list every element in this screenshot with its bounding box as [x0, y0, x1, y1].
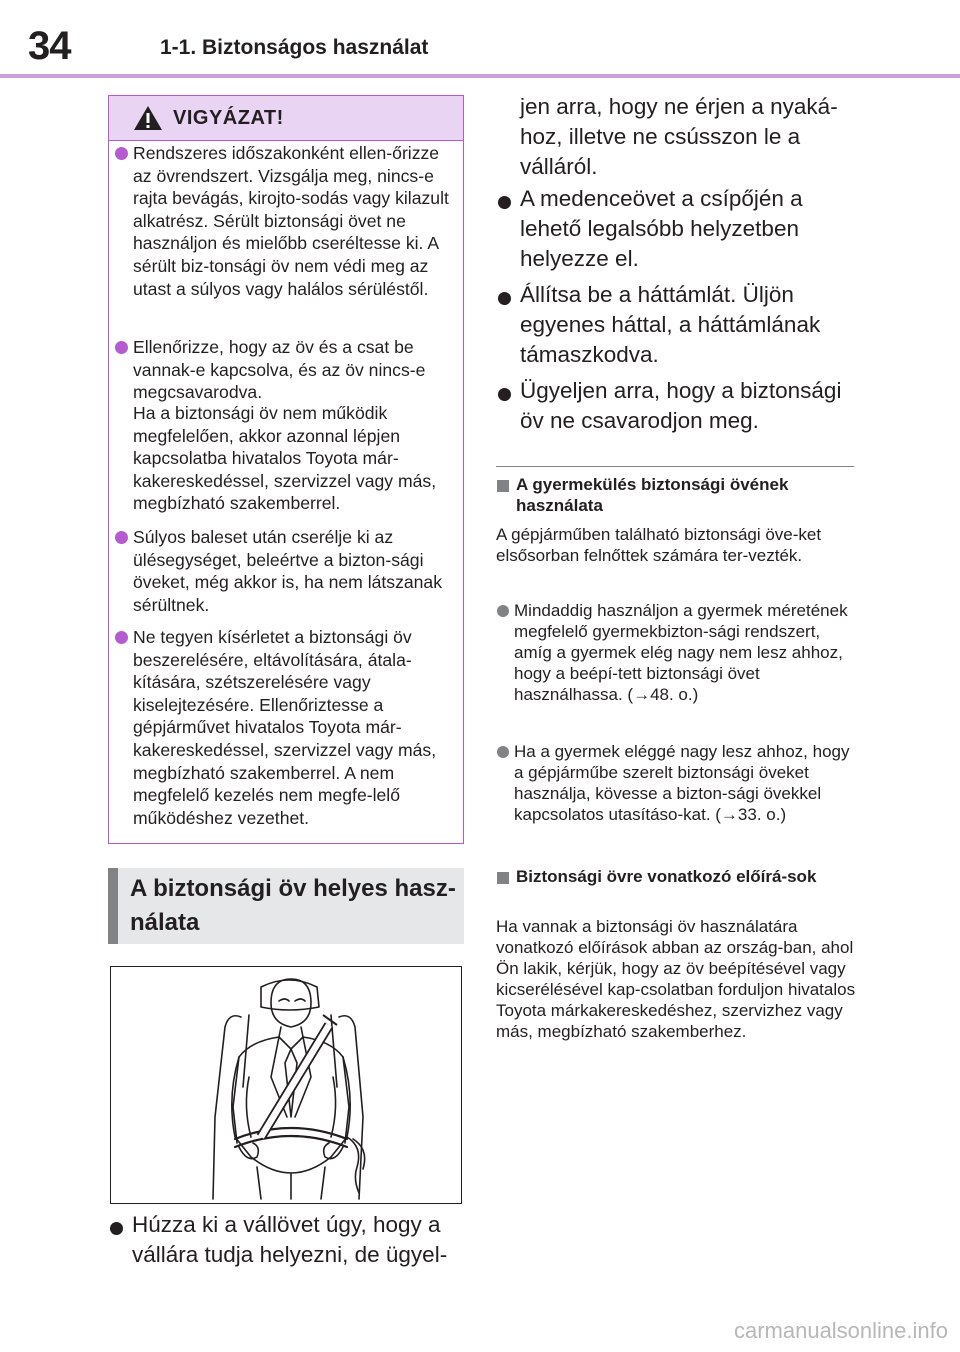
instruction-1-line-b: vállára tudja helyezni, de ügyel-	[132, 1242, 448, 1267]
regulation-section-body: Ha vannak a biztonsági öv használatára vonatkozó előírások abban az ország-ban, ahol Ön lakik, kérjük, hogy az öv beépítésével vagy kicserélésével kap-csolatban forduljon hivatalos Toyota márkakereskedéshez, szervizhez vagy más, megbízható szakemberhez.	[496, 917, 856, 1041]
child-item-text: Ha a gyermek eléggé nagy lesz ahhoz, hogy a gépjárműbe szerelt biztonsági öveket használja, kövesse a bizton-sági övekkel kapcsolatos utasításo-kat. (→33. o.)	[514, 742, 850, 824]
instruction-text: Állítsa be a háttámlát. Üljön egyenes háttal, a háttámlának támaszkodva.	[520, 282, 821, 367]
page-number: 34	[28, 24, 71, 68]
warning-item-text: Rendszeres időszakonként ellen-őrizze az övrendszert. Vizsgálja meg, nincs-e rajta bevágás, kirojto-sodás vagy kilazult alkatrész. Sérült biztonsági övet ne használjon és mielőbb cseréltesse ki. A sérült biz-tonsági öv nem védi meg az utast a súlyos vagy halálos sérüléstől.	[133, 143, 449, 299]
instruction-text: A medenceövet a csípőjén a lehető legalsóbb helyzetben helyezze el.	[520, 186, 803, 271]
bullet-dot	[115, 531, 128, 544]
bullet-dot	[498, 388, 511, 401]
bullet-dot	[498, 196, 511, 209]
warning-triangle-icon	[133, 105, 163, 131]
warning-box	[108, 95, 464, 844]
instruction-text-part1	[132, 1210, 452, 1270]
seatbelt-illustration	[110, 966, 462, 1204]
bullet-dot	[110, 1222, 123, 1235]
instruction-text-part2	[520, 92, 860, 182]
instruction-text: Ügyeljen arra, hogy a biztonsági öv ne csavarodjon meg.	[520, 378, 842, 433]
seated-person-drawing	[111, 967, 461, 1203]
warning-item-text: Ha a biztonsági öv nem működik megfelelően, akkor azonnal lépjen kapcsolatba hivatalos Toyota már-kakereskedéssel, szervizzel vagy más, megbízható szakemberrel.	[133, 403, 437, 514]
bullet-dot	[497, 605, 509, 617]
warning-item-text: Ellenőrizze, hogy az öv és a csat be vannak-e kapcsolva, és az öv nincs-e megcsavarodva.	[133, 337, 426, 403]
bullet-dot	[498, 292, 511, 305]
section-title-box	[108, 868, 464, 944]
square-marker-icon	[497, 872, 509, 884]
warning-header	[109, 96, 463, 141]
warning-item-text: Súlyos baleset után cserélje ki az ülésegységet, beleértve a bizton-sági öveket, még akkor is, ha nem látszanak sérültnek.	[133, 527, 443, 615]
instruction-1-line-e: válláról.	[520, 154, 598, 179]
bullet-dot	[115, 341, 128, 354]
header-rule	[0, 74, 960, 78]
instruction-1-line-d: hoz, illetve ne csússzon le a	[520, 124, 801, 149]
child-item-text: Mindaddig használjon a gyermek méretének megfelelő gyermekbizton-sági rendszert, amíg a gyermek elég nagy nem lesz ahhoz, hogy a beépí-tett biztonsági övet használhassa. (→48. o.)	[514, 601, 848, 704]
regulation-section-title: Biztonsági övre vonatkozó előírá-sok	[516, 867, 817, 886]
bullet-dot	[115, 147, 128, 160]
square-marker-icon	[497, 480, 509, 492]
running-head: 1-1. Biztonságos használat	[160, 36, 429, 59]
instruction-1-line-a: Húzza ki a vállövet úgy, hogy a	[132, 1212, 441, 1237]
bullet-dot	[497, 746, 509, 758]
child-section-title: A gyermekülés biztonsági övének használata	[516, 475, 789, 515]
section-divider	[496, 466, 854, 467]
warning-item-text: Ne tegyen kísérletet a biztonsági öv beszerelésére, eltávolítására, átala-kítására, szétszerelésére vagy kiselejtezésére. Ellenőriztesse a gépjárművet hivatalos Toyota már-kakereskedéssel, szervizzel vagy más, megbízható szakemberrel. A nem megfelelő kezelés nem megfe-lelő működéshez vezethet.	[133, 627, 437, 828]
watermark: carmanualsonline.info	[733, 1318, 948, 1343]
bullet-dot	[115, 631, 128, 644]
instruction-1-line-c: jen arra, hogy ne érjen a nyaká-	[520, 94, 838, 119]
section-title: A biztonsági öv helyes hasz-nálata	[130, 875, 456, 936]
warning-title: VIGYÁZAT!	[173, 107, 284, 129]
child-section-intro: A gépjárműben található biztonsági öve-ket elsősorban felnőttek számára ter-vezték.	[496, 525, 822, 565]
